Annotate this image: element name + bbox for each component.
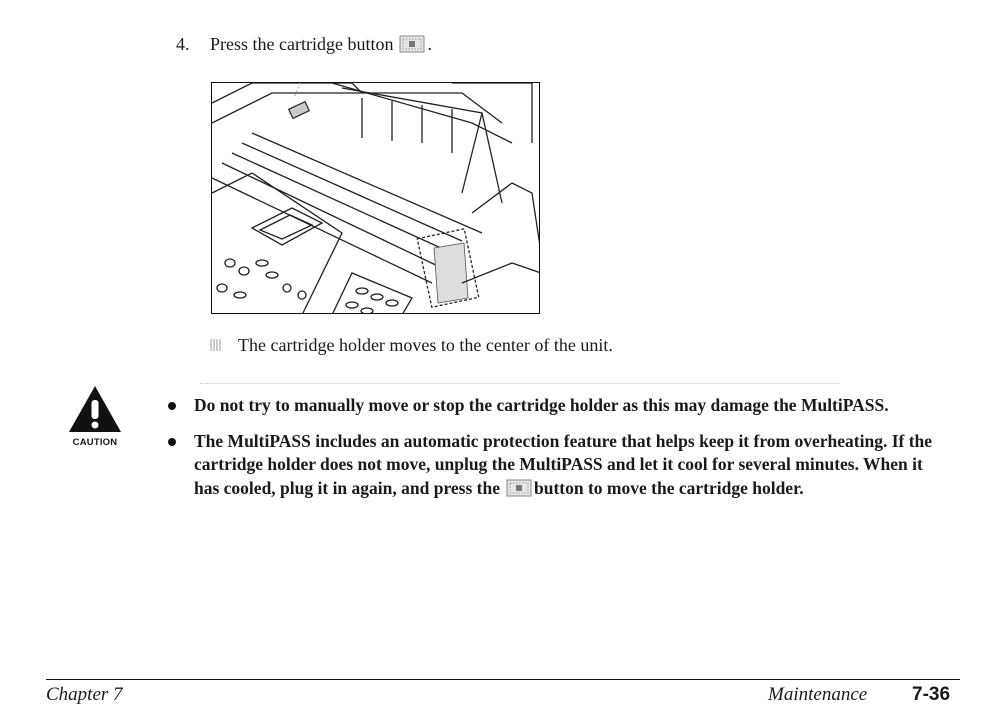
list-item <box>166 394 946 418</box>
caution-block <box>66 384 124 448</box>
list-item <box>166 430 946 501</box>
step-text-end: . <box>427 34 432 54</box>
caution-triangle-icon <box>67 384 123 434</box>
cartridge-button-icon <box>399 35 425 53</box>
footer-section: Maintenance <box>768 684 868 705</box>
bullet-icon <box>168 402 176 410</box>
page-number: 7-36 <box>912 684 951 705</box>
step-instruction <box>176 34 432 55</box>
fax-machine-illustration <box>211 82 540 314</box>
fax-machine-cartridge-illustration <box>212 83 540 314</box>
cartridge-button-icon <box>506 479 532 497</box>
caution-label: CAUTION <box>72 437 118 448</box>
step-text: Press the cartridge button <box>210 34 394 54</box>
caution-text: The MultiPASS includes an automatic protection feature that helps keep it from overheating. If the cartridge holder does not move, unplug the MultiPASS and let it cool for several minutes. When it has cooled, plug it in again, and press the <box>194 430 933 498</box>
bullet-icon <box>168 438 176 446</box>
result-text: The cartridge holder moves to the center of the unit. <box>238 335 613 355</box>
step-number: 4. <box>176 34 190 54</box>
footer-divider <box>46 679 960 680</box>
caution-text-end: button to move the cartridge holder. <box>534 477 804 498</box>
caution-text: Do not try to manually move or stop the cartridge holder as this may damage the MultiPASS. <box>194 395 889 415</box>
divider <box>200 383 840 385</box>
footer-chapter: Chapter 7 <box>46 684 123 705</box>
result-note <box>208 335 613 356</box>
result-arrow-icon <box>208 337 226 353</box>
caution-list <box>166 394 946 512</box>
